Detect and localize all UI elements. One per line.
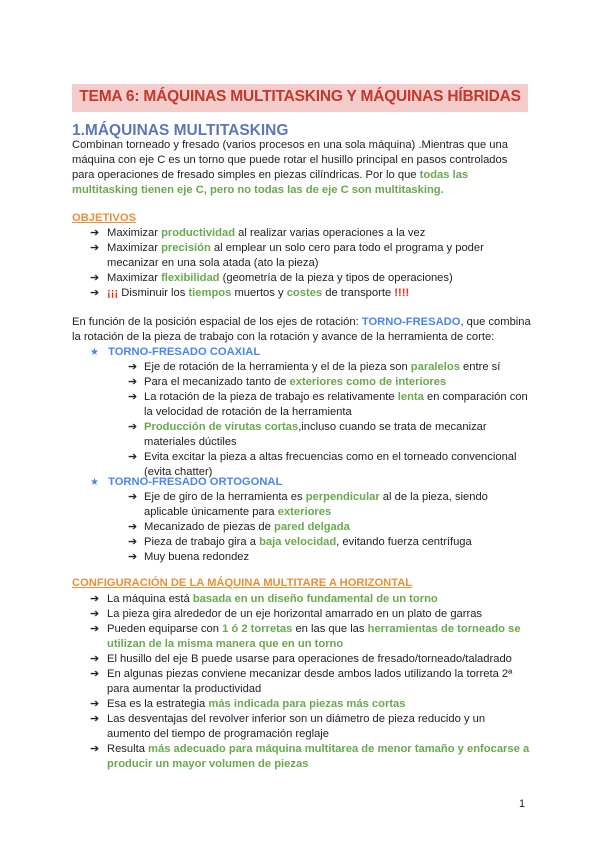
arrow-icon: ➔: [90, 593, 100, 605]
arrow-icon: ➔: [90, 272, 100, 284]
list-item: El husillo del eje B puede usarse para operaciones de fresado/torneado/taladrado: [107, 653, 512, 665]
config-heading: CONFIGURACIÓN DE LA MÁQUINA MULTITARE A HORIZONTAL: [72, 577, 413, 589]
list-item: aplicable únicamente para exteriores: [144, 506, 332, 518]
list-item: Las desventajas del revolver inferior son un diámetro de pieza reducido y un: [107, 713, 486, 725]
list-item: para aumentar la productividad: [107, 683, 262, 695]
list-item: utilizan de la misma manera que en un torno: [107, 638, 344, 650]
star-icon: ★: [90, 477, 99, 488]
arrow-icon: ➔: [128, 421, 138, 433]
page-title: TEMA 6: MÁQUINAS MULTITASKING Y MÁQUINAS HÍBRIDAS: [79, 88, 521, 105]
arrow-icon: ➔: [90, 668, 100, 680]
list-item: ¡¡¡ Disminuir los tiempos muertos y costes de transporte !!!!: [107, 287, 410, 299]
arrow-icon: ➔: [90, 227, 100, 239]
arrow-icon: ➔: [128, 521, 138, 533]
arrow-icon: ➔: [128, 376, 138, 388]
objetivos-heading: OBJETIVOS: [72, 212, 137, 224]
list-item: Resulta más adecuado para máquina multitarea de menor tamaño y enfocarse a: [107, 743, 530, 755]
intro-line: Combinan torneado y fresado (varios procesos en una sola máquina) .Mientras que una: [72, 139, 508, 151]
list-item: La pieza gira alrededor de un eje horizontal amarrado en un plato de garras: [107, 608, 483, 620]
section-heading: 1.MÁQUINAS MULTITASKING: [72, 122, 289, 139]
list-item: Maximizar precisión al emplear un solo cero para todo el programa y poder: [107, 242, 484, 254]
arrow-icon: ➔: [128, 391, 138, 403]
list-item: Muy buena redondez: [144, 551, 250, 563]
list-item: producir un mayor volumen de piezas: [107, 758, 309, 770]
list-item: aumento del tiempo de programación reglaje: [107, 728, 330, 740]
list-item: La máquina está basada en un diseño fundamental de un torno: [107, 593, 438, 605]
list-item: Maximizar productividad al realizar varias operaciones a la vez: [107, 227, 426, 239]
list-item: Eje de giro de la herramienta es perpendicular al de la pieza, siendo: [144, 491, 488, 503]
list-item: materiales dúctiles: [144, 436, 237, 448]
list-item: Mecanizado de piezas de pared delgada: [144, 521, 350, 533]
arrow-icon: ➔: [90, 653, 100, 665]
arrow-icon: ➔: [90, 623, 100, 635]
page-number: 1: [519, 798, 526, 810]
arrow-icon: ➔: [90, 698, 100, 710]
list-item: Para el mecanizado tanto de exteriores como de interiores: [144, 376, 447, 388]
intro-line: multitasking tienen eje C, pero no todas las de eje C son multitasking.: [72, 184, 444, 196]
list-item: Esa es la estrategia más indicada para piezas más cortas: [107, 698, 406, 710]
list-item: Producción de virutas cortas,incluso cuando se trata de mecanizar: [144, 421, 487, 433]
list-item: La rotación de la pieza de trabajo es relativamente lenta en comparación con: [144, 391, 528, 403]
rotacion-intro: la rotación de la pieza de trabajo con la rotación y avance de la herramienta de corte:: [72, 331, 495, 343]
list-item: Evita excitar la pieza a altas frecuencias como en el torneado convencional: [144, 451, 517, 463]
coaxial-heading: ★ TORNO-FRESADO COAXIAL: [90, 346, 261, 358]
rotacion-intro: En función de la posición espacial de los ejes de rotación: TORNO-FRESADO, que combina: [72, 316, 531, 328]
intro-line: máquina con eje C es un torno que puede rotar el husillo principal en pasos controlados: [72, 154, 508, 166]
intro-line: para operaciones de fresado simples en piezas cilíndricas. Por lo que todas las: [72, 169, 469, 181]
arrow-icon: ➔: [128, 536, 138, 548]
star-icon: ★: [90, 347, 99, 358]
ortogonal-heading: ★ TORNO-FRESADO ORTOGONAL: [90, 476, 283, 488]
list-item: Pieza de trabajo gira a baja velocidad, evitando fuerza centrífuga: [144, 536, 472, 548]
list-item: (evita chatter): [144, 466, 213, 478]
arrow-icon: ➔: [128, 551, 138, 563]
arrow-icon: ➔: [90, 743, 100, 755]
list-item: Maximizar flexibilidad (geometría de la pieza y tipos de operaciones): [107, 272, 453, 284]
arrow-icon: ➔: [90, 608, 100, 620]
arrow-icon: ➔: [90, 242, 100, 254]
list-item: Eje de rotación de la herramienta y el de la pieza son paralelos entre sí: [144, 361, 501, 373]
list-item: mecanizar en una sola atada (ato la pieza): [107, 257, 319, 269]
list-item: Pueden equiparse con 1 ó 2 torretas en las que las herramientas de torneado se: [107, 623, 521, 635]
arrow-icon: ➔: [128, 361, 138, 373]
arrow-icon: ➔: [90, 713, 100, 725]
arrow-icon: ➔: [128, 491, 138, 503]
arrow-icon: ➔: [90, 287, 100, 299]
list-item: En algunas piezas conviene mecanizar desde ambos lados utilizando la torreta 2ª: [107, 668, 513, 680]
list-item: la velocidad de rotación de la herramienta: [144, 406, 352, 418]
arrow-icon: ➔: [128, 451, 138, 463]
